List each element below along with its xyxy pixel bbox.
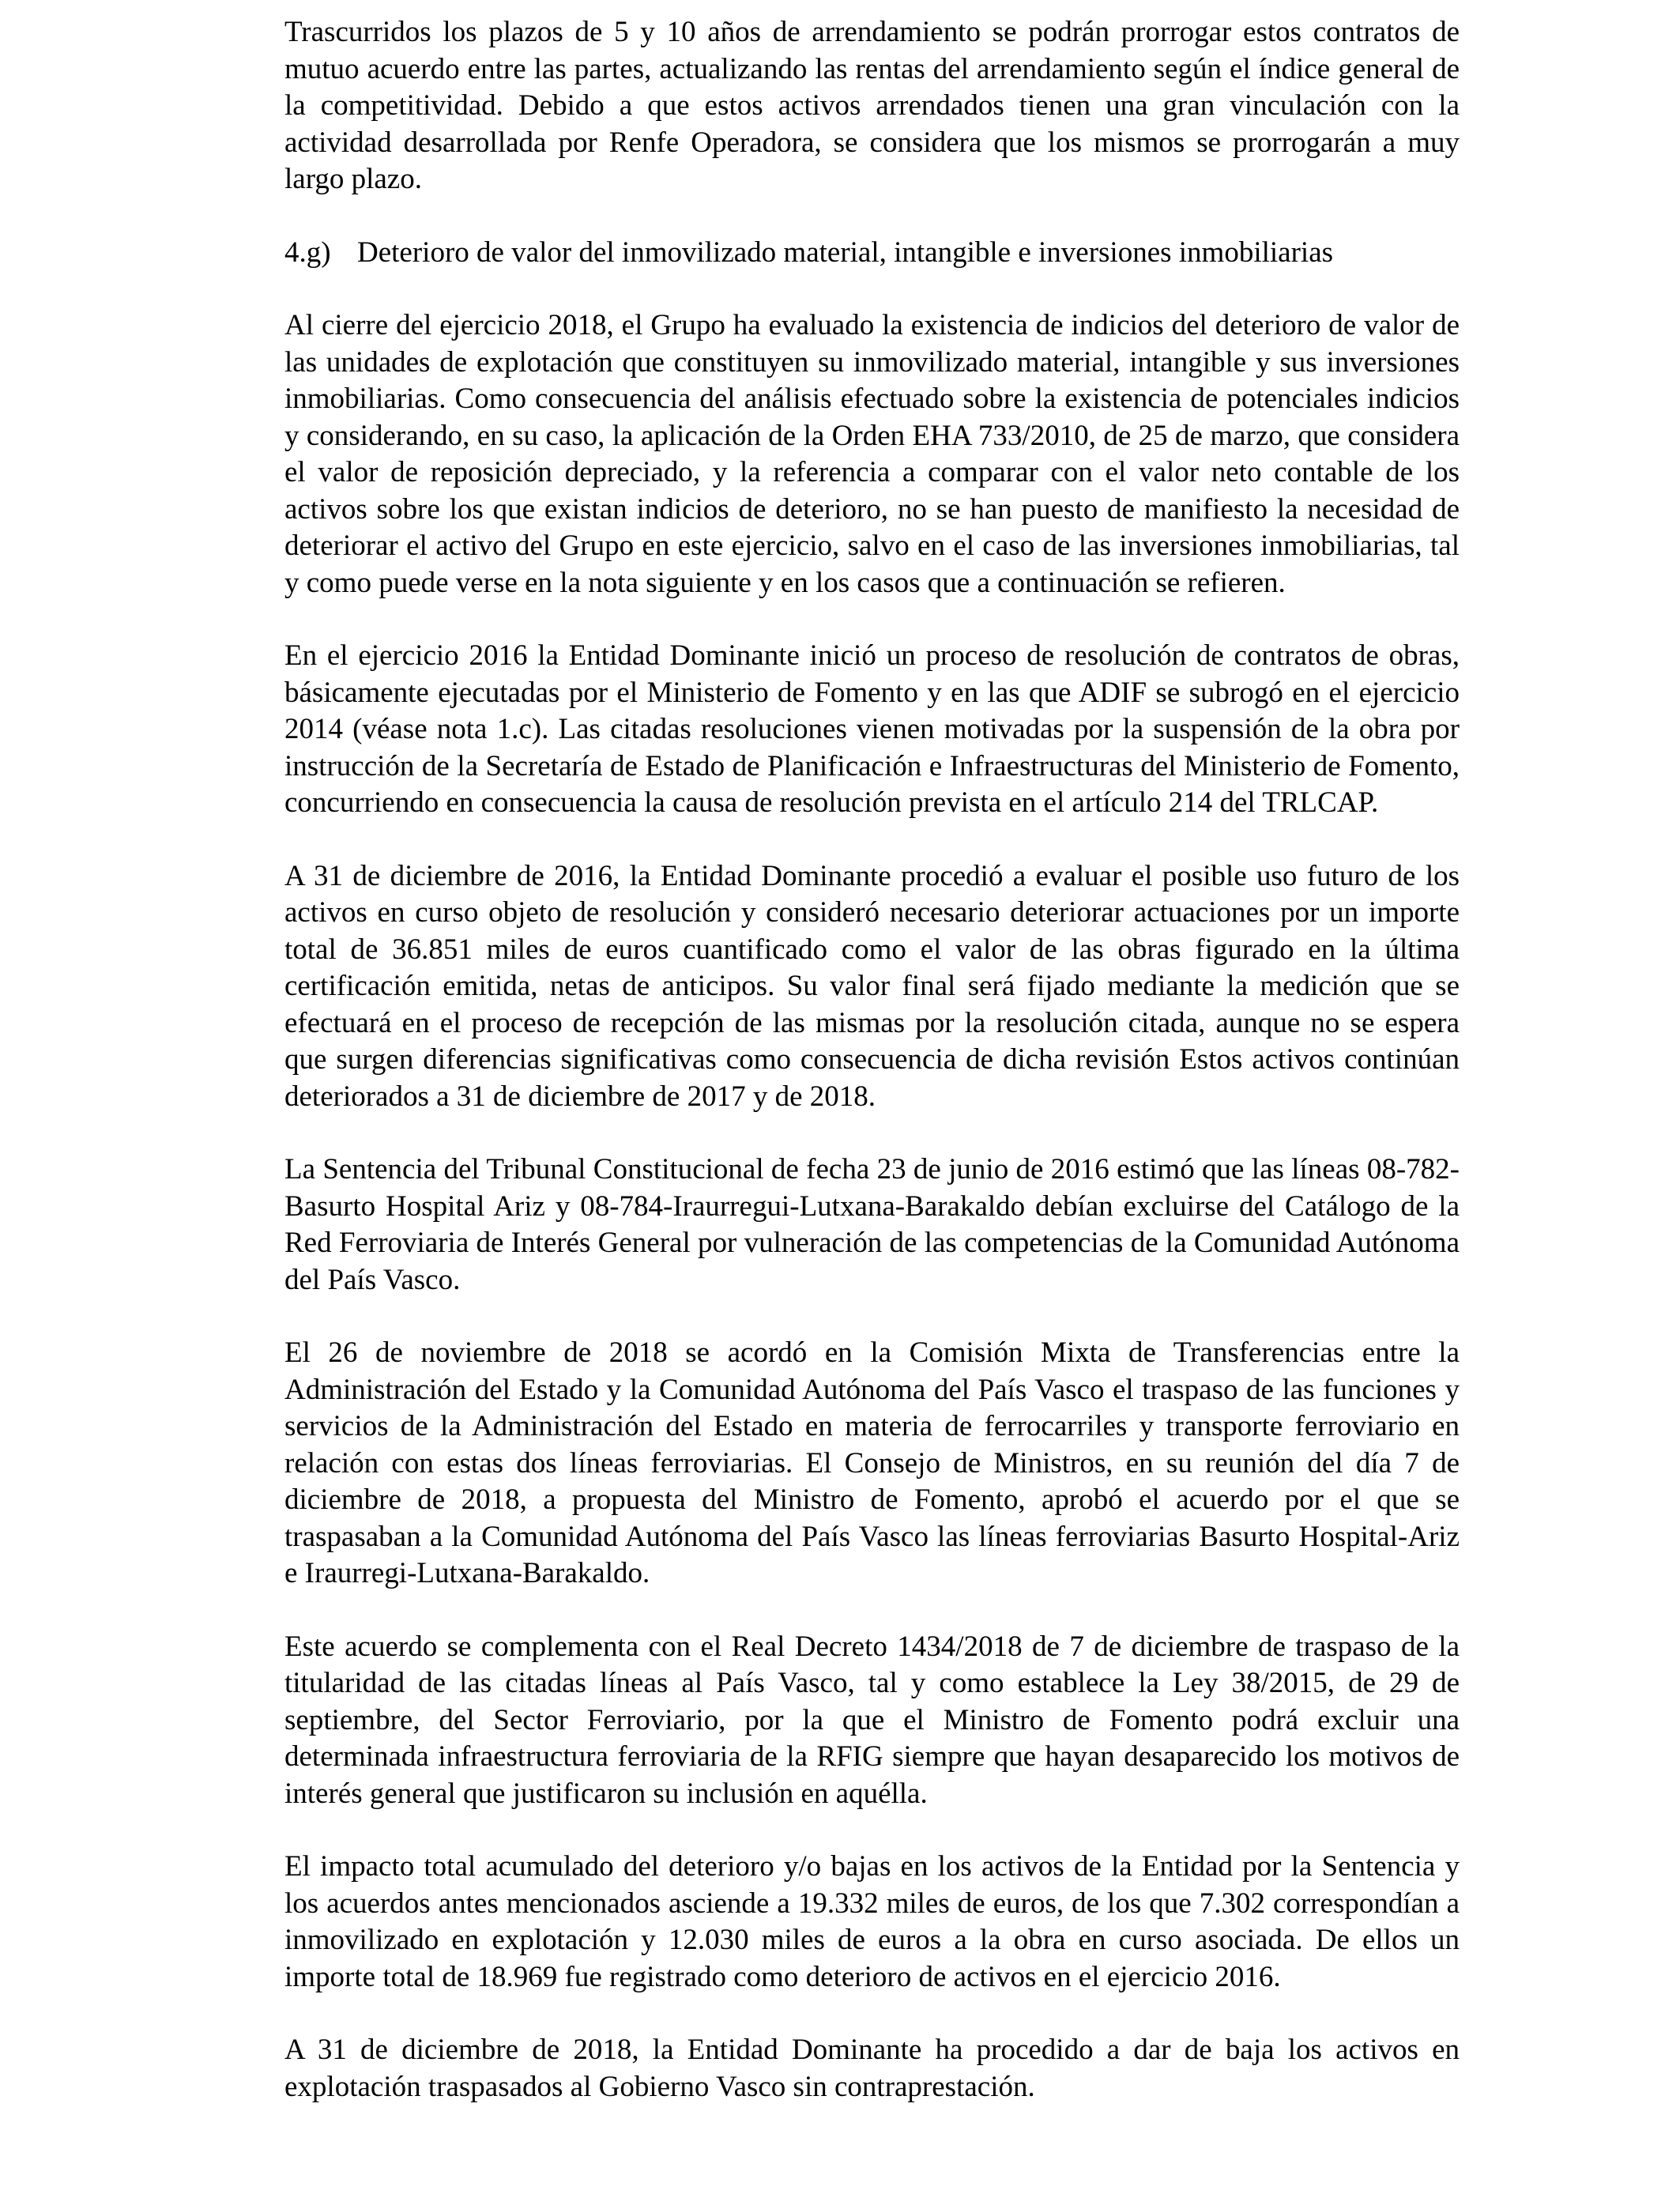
paragraph-asset-derecognition: A 31 de diciembre de 2018, la Entidad Dominante ha procedido a dar de baja los activos en explotación traspasados al Gobierno Vasco sin contraprestación. xyxy=(284,2034,1460,2103)
paragraph-total-impact: El impacto total acumulado del deterioro y/o bajas en los activos de la Entidad por la Sentencia y los acuerdos antes mencionados asciende a 19.332 miles de euros, de los que 7.302 correspondían a inmovilizado en explotación y 12.030 miles de euros a la obra en curso asociada. De ellos un importe total de 18.969 fue registrado como deterioro de activos en el ejercicio 2016. xyxy=(284,1850,1460,1993)
section-title: Deterioro de valor del inmovilizado material, intangible e inversiones inmobiliarias xyxy=(357,236,1334,269)
paragraph-lease-extension: Trascurridos los plazos de 5 y 10 años de arrendamiento se podrán prorrogar estos contratos de mutuo acuerdo entre las partes, actualizando las rentas del arrendamiento según el índice general de la competitividad. Debido a que estos activos arrendados tienen una gran vinculación con la actividad desarrollada por Renfe Operadora, se considera que los mismos se prorrogarán a muy largo plazo. xyxy=(284,16,1460,195)
paragraph-impairment-evaluation: Al cierre del ejercicio 2018, el Grupo ha evaluado la existencia de indicios del deterioro de valor de las unidades de explotación que constituyen su inmovilizado material, intangible y sus inversiones inmobiliarias. Como consecuencia del análisis efectuado sobre la existencia de potenciales indicios y considerando, en su caso, la aplicación de la Orden EHA 733/2010, de 25 de marzo, que considera el valor de reposición depreciado, y la referencia a comparar con el valor neto contable de los activos sobre los que existan indicios de deterioro, no se han puesto de manifiesto la necesidad de deteriorar el activo del Grupo en este ejercicio, salvo en el caso de las inversiones inmobiliarias, tal y como puede verse en la nota siguiente y en los casos que a continuación se refieren. xyxy=(284,309,1460,599)
section-heading xyxy=(284,235,1460,272)
section-number: 4.g) xyxy=(284,236,331,269)
document-page xyxy=(284,14,1460,2142)
paragraph-2016-impairment: A 31 de diciembre de 2016, la Entidad Dominante procedió a evaluar el posible uso futuro de los activos en curso objeto de resolución y consideró necesario deteriorar actuaciones por un importe total de 36.851 miles de euros cuantificado como el valor de las obras figurado en la última certificación emitida, netas de anticipos. Su valor final será fijado mediante la medición que se efectuará en el proceso de recepción de las mismas por la resolución citada, aunque no se espera que surgen diferencias significativas como consecuencia de dicha revisión Estos activos continúan deteriorados a 31 de diciembre de 2017 y de 2018. xyxy=(284,859,1460,1113)
paragraph-constitutional-ruling: La Sentencia del Tribunal Constitucional de fecha 23 de junio de 2016 estimó que las líneas 08-782-Basurto Hospital Ariz y 08-784-Iraurregui-Lutxana-Barakaldo debían excluirse del Catálogo de la Red Ferroviaria de Interés General por vulneración de las competencias de la Comunidad Autónoma del País Vasco. xyxy=(284,1153,1460,1296)
paragraph-royal-decree: Este acuerdo se complementa con el Real Decreto 1434/2018 de 7 de diciembre de traspaso de la titularidad de las citadas líneas al País Vasco, tal y como establece la Ley 38/2015, de 29 de septiembre, del Sector Ferroviario, por la que el Ministro de Fomento podrá excluir una determinada infraestructura ferroviaria de la RFIG siempre que hayan desaparecido los motivos de interés general que justificaron su inclusión en aquélla. xyxy=(284,1630,1460,1810)
paragraph-contract-resolution: En el ejercicio 2016 la Entidad Dominante inició un proceso de resolución de contratos de obras, básicamente ejecutadas por el Ministerio de Fomento y en las que ADIF se subrogó en el ejercicio 2014 (véase nota 1.c). Las citadas resoluciones vienen motivadas por la suspensión de la obra por instrucción de la Secretaría de Estado de Planificación e Infraestructuras del Ministerio de Fomento, concurriendo en consecuencia la causa de resolución prevista en el artículo 214 del TRLCAP. xyxy=(284,639,1460,819)
paragraph-transfer-agreement: El 26 de noviembre de 2018 se acordó en la Comisión Mixta de Transferencias entre la Administración del Estado y la Comunidad Autónoma del País Vasco el traspaso de las funciones y servicios de la Administración del Estado en materia de ferrocarriles y transporte ferroviario en relación con estas dos líneas ferroviarias. El Consejo de Ministros, en su reunión del día 7 de diciembre de 2018, a propuesta del Ministro de Fomento, aprobó el acuerdo por el que se traspasaban a la Comunidad Autónoma del País Vasco las líneas ferroviarias Basurto Hospital-Ariz e Iraurregi-Lutxana-Barakaldo. xyxy=(284,1336,1460,1589)
